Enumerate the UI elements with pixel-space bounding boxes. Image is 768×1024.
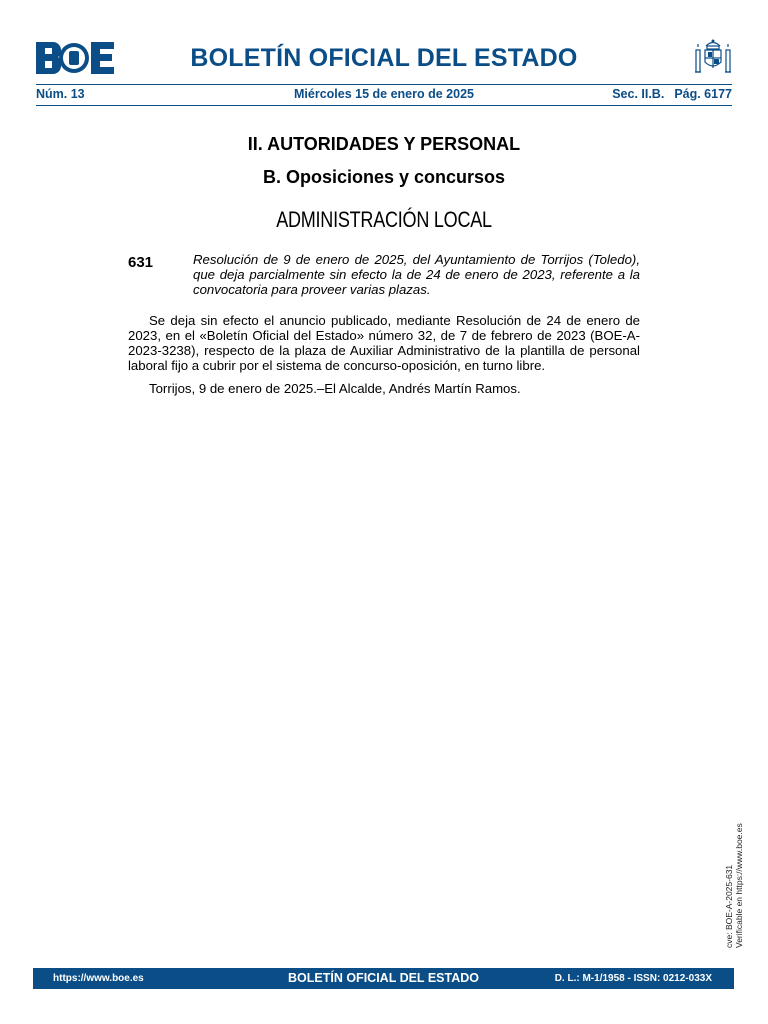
footer-url-link[interactable]: https://www.boe.es bbox=[53, 973, 144, 984]
page-number: Pág. 6177 bbox=[674, 87, 732, 101]
subsection-title: B. Oposiciones y concursos bbox=[262, 167, 506, 187]
body-paragraph: Se deja sin efecto el anuncio publicado, mediante Resolución de 24 de enero de 2023, en el «Boletín Oficial del Estado» número 32, de 7 de febrero de 2023 (BOE-A-2023-3238), respecto de la plaza de Auxiliar Administrativo de la plantilla de personal laboral fijo a cubrir por el sistema de concurso-oposición, en turno libre. bbox=[128, 313, 640, 373]
header-rule-bottom bbox=[36, 105, 732, 106]
section-page bbox=[612, 87, 732, 101]
section-title: II. AUTORIDADES Y PERSONAL bbox=[247, 134, 521, 154]
footer-bar bbox=[33, 968, 734, 989]
entry-number: 631 bbox=[128, 254, 154, 271]
coat-of-arms-icon bbox=[692, 38, 734, 78]
issue-date: Miércoles 15 de enero de 2025 bbox=[294, 87, 474, 101]
verification-url[interactable]: Verificable en https://www.boe.es bbox=[734, 823, 744, 948]
cve-code: cve: BOE-A-2025-631 bbox=[724, 864, 734, 948]
boe-logo bbox=[36, 42, 114, 74]
footer-legal: D. L.: M-1/1958 - ISSN: 0212-033X bbox=[554, 973, 712, 984]
verification-note bbox=[724, 818, 744, 948]
footer-title: BOLETÍN OFICIAL DEL ESTADO bbox=[288, 971, 479, 985]
header-rule-top bbox=[36, 84, 732, 85]
signature-paragraph: Torrijos, 9 de enero de 2025.–El Alcalde, Andrés Martín Ramos. bbox=[149, 381, 521, 396]
issue-meta-row bbox=[36, 87, 732, 103]
entry-summary: Resolución de 9 de enero de 2025, del Ayuntamiento de Torrijos (Toledo), que deja parcialmente sin efecto la de 24 de enero de 2023, referente a la convocatoria para proveer varias plazas. bbox=[193, 252, 640, 297]
administration-heading: ADMINISTRACIÓN LOCAL bbox=[276, 207, 492, 232]
section-code: Sec. II.B. bbox=[612, 87, 665, 101]
issue-number: Núm. 13 bbox=[36, 87, 85, 101]
masthead-title: BOLETÍN OFICIAL DEL ESTADO bbox=[190, 44, 578, 72]
